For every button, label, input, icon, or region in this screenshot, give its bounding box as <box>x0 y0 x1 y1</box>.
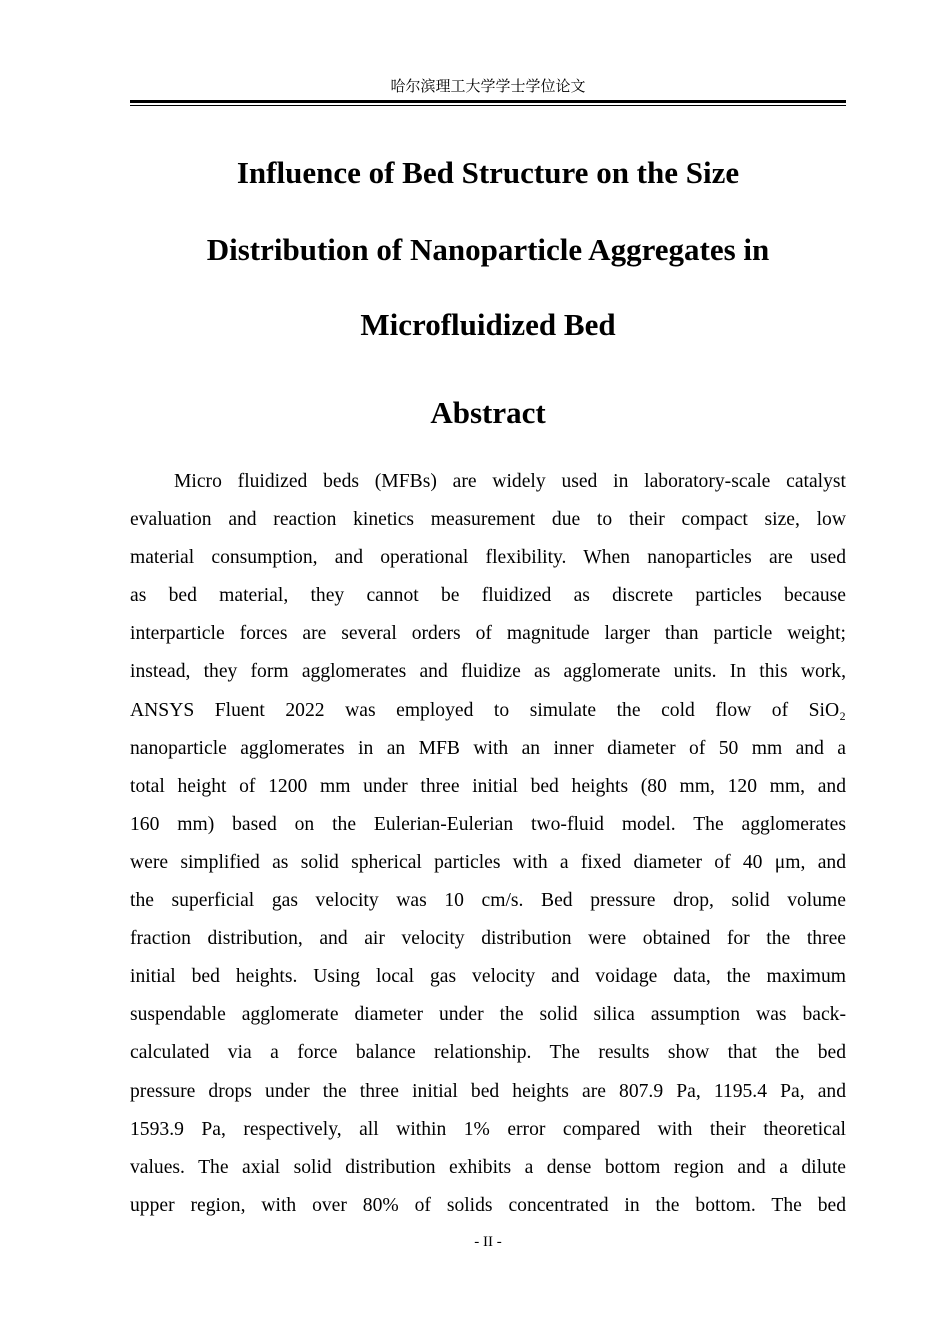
abstract-line: pressure drops under the three initial bed heights are 807.9 Pa, 1195.4 Pa, and <box>130 1080 846 1102</box>
header-rule-thin <box>130 105 846 106</box>
abstract-line: ANSYS Fluent 2022 was employed to simulate the cold flow of SiO₂ <box>130 699 846 721</box>
abstract-line: evaluation and reaction kinetics measurement due to their compact size, low <box>130 509 846 531</box>
abstract-line: material consumption, and operational flexibility. When nanoparticles are used <box>130 547 846 569</box>
abstract-line: interparticle forces are several orders of magnitude larger than particle weight; <box>130 623 846 645</box>
abstract-line: fraction distribution, and air velocity distribution were obtained for the three <box>130 928 846 950</box>
title-line-1: Influence of Bed Structure on the Size <box>236 155 740 190</box>
abstract-line: upper region, with over 80% of solids concentrated in the bottom. The bed <box>130 1194 846 1216</box>
abstract-line: calculated via a force balance relationship. The results show that the bed <box>130 1042 846 1064</box>
running-header: 哈尔滨理工大学学士学位论文 <box>390 77 586 95</box>
title-line-2: Distribution of Nanoparticle Aggregates in <box>206 232 770 267</box>
header-rule-thick <box>130 100 846 103</box>
abstract-line: the superficial gas velocity was 10 cm/s. Bed pressure drop, solid volume <box>130 890 846 912</box>
abstract-line: instead, they form agglomerates and fluidize as agglomerate units. In this work, <box>130 661 846 683</box>
abstract-line: as bed material, they cannot be fluidized as discrete particles because <box>130 585 846 607</box>
abstract-line: initial bed heights. Using local gas velocity and voidage data, the maximum <box>130 966 846 988</box>
abstract-heading: Abstract <box>430 395 546 430</box>
abstract-line: 1593.9 Pa, respectively, all within 1% error compared with their theoretical <box>130 1118 846 1140</box>
abstract-line: values. The axial solid distribution exhibits a dense bottom region and a dilute <box>130 1156 846 1178</box>
abstract-line: were simplified as solid spherical particles with a fixed diameter of 40 μm, and <box>130 851 846 873</box>
page-number: - II - <box>474 1234 502 1250</box>
abstract-line: 160 mm) based on the Eulerian-Eulerian two-fluid model. The agglomerates <box>130 813 846 835</box>
abstract-line: nanoparticle agglomerates in an MFB with an inner diameter of 50 mm and a <box>130 737 846 759</box>
abstract-body <box>130 463 846 1225</box>
abstract-line: suspendable agglomerate diameter under the solid silica assumption was back- <box>130 1004 846 1026</box>
abstract-line: Micro fluidized beds (MFBs) are widely used in laboratory-scale catalyst <box>174 471 846 492</box>
title-line-3: Microfluidized Bed <box>360 307 616 342</box>
abstract-line: total height of 1200 mm under three initial bed heights (80 mm, 120 mm, and <box>130 775 846 797</box>
